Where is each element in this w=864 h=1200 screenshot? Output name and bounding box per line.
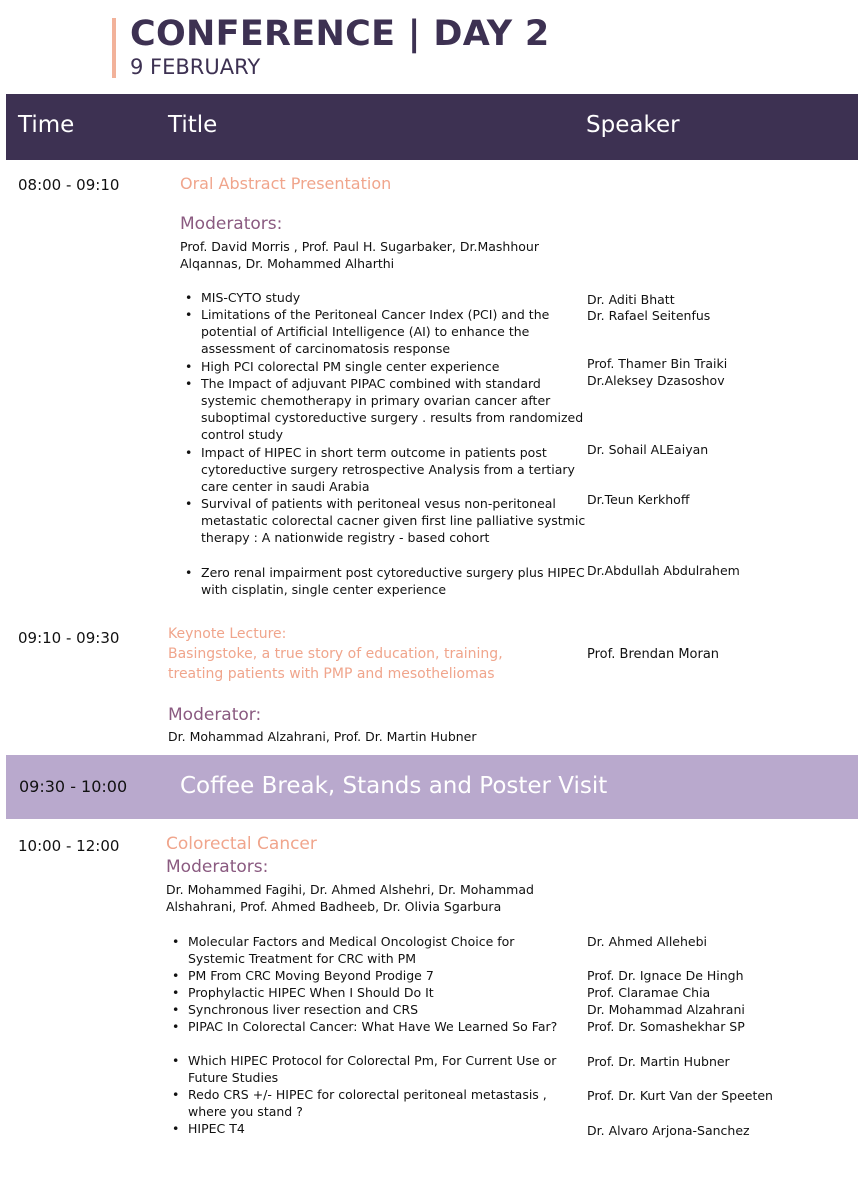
talk-title: • Survival of patients with peritoneal vesus non-peritoneal metastatic colorectal cacner given first line palliative systmic therapy : A nationwide registry - based cohort	[201, 495, 586, 546]
speaker-name: Prof. Brendan Moran	[587, 647, 720, 662]
talk-title: • Zero renal impairment post cytoreductive surgery plus HIPEC with cisplatin, single center experience	[201, 564, 586, 598]
moderators-heading: Moderators:	[180, 214, 283, 234]
session-time: 10:00 - 12:00	[18, 837, 120, 855]
talk-title: • MIS-CYTO study	[201, 289, 586, 306]
page-title: CONFERENCE | DAY 2	[130, 14, 550, 54]
session-time: 08:00 - 09:10	[18, 176, 120, 194]
column-header-time: Time	[18, 112, 75, 138]
speaker-name: Dr. Sohail ALEaiyan	[587, 442, 709, 457]
talk-title: • High PCI colorectal PM single center experience	[201, 358, 586, 375]
talk-title: • Prophylactic HIPEC When I Should Do It	[188, 984, 573, 1001]
keynote-title-line: treating patients with PMP and mesotheliomas	[168, 666, 495, 682]
moderators-heading: Moderators:	[166, 857, 269, 877]
break-time: 09:30 - 10:00	[19, 777, 128, 796]
speaker-name: Dr. Ahmed Allehebi	[587, 934, 708, 949]
talk-title: • Impact of HIPEC in short term outcome in patients post cytoreductive surgery retrospective Analysis from a tertiary care center in saudi Arabia	[201, 444, 586, 495]
header-accent-bar	[112, 18, 116, 78]
talk-title: • Which HIPEC Protocol for Colorectal Pm, For Current Use or Future Studies	[188, 1052, 573, 1086]
break-title: Coffee Break, Stands and Poster Visit	[180, 773, 608, 799]
column-header-title: Title	[168, 112, 218, 138]
speaker-name: Dr. Rafael Seitenfus	[587, 308, 711, 323]
speaker-name: Prof. Dr. Somashekhar SP	[587, 1019, 745, 1034]
moderator-heading: Moderator:	[168, 705, 262, 725]
talk-title: • PM From CRC Moving Beyond Prodige 7	[188, 967, 573, 984]
keynote-label: Keynote Lecture:	[168, 626, 287, 642]
speaker-name: Prof. Dr. Kurt Van der Speeten	[587, 1088, 773, 1103]
speaker-name: Dr. Alvaro Arjona-Sanchez	[587, 1123, 750, 1138]
speaker-name: Dr.Abdullah Abdulrahem	[587, 563, 740, 578]
session-title: Colorectal Cancer	[166, 834, 317, 854]
talk-title: • Molecular Factors and Medical Oncologist Choice for Systemic Treatment for CRC with PM	[188, 933, 573, 967]
session-time: 09:10 - 09:30	[18, 629, 120, 647]
moderators-list: Dr. Mohammad Alzahrani, Prof. Dr. Martin Hubner	[168, 729, 477, 744]
speaker-name: Dr. Aditi Bhatt	[587, 292, 675, 307]
speaker-name: Prof. Dr. Ignace De Hingh	[587, 968, 744, 983]
keynote-title-line: Basingstoke, a true story of education, training,	[168, 646, 503, 662]
table-header	[6, 94, 858, 160]
session-title: Oral Abstract Presentation	[180, 174, 392, 193]
talk-title: • PIPAC In Colorectal Cancer: What Have We Learned So Far?	[188, 1018, 573, 1035]
talk-title: • The Impact of adjuvant PIPAC combined with standard systemic chemotherapy in primary ovarian cancer after suboptimal cystoreductive surgery . results from randomized control study	[201, 375, 586, 443]
page-date: 9 FEBRUARY	[130, 55, 261, 79]
column-header-speaker: Speaker	[586, 112, 680, 138]
speaker-name: Prof. Dr. Martin Hubner	[587, 1054, 730, 1069]
speaker-name: Dr.Aleksey Dzasoshov	[587, 373, 725, 388]
moderators-list: Prof. David Morris , Prof. Paul H. Sugarbaker, Dr.Mashhour Alqannas, Dr. Mohammed Alharthi	[180, 239, 539, 271]
talk-title: • Limitations of the Peritoneal Cancer Index (PCI) and the potential of Artificial Intelligence (AI) to enhance the assessment of carcinomatosis response	[201, 306, 586, 357]
talk-title: • Synchronous liver resection and CRS	[188, 1001, 573, 1018]
coffee-break-row	[6, 755, 858, 819]
speaker-name: Prof. Thamer Bin Traiki	[587, 356, 728, 371]
talk-title: • HIPEC T4	[188, 1120, 573, 1137]
talk-title: • Redo CRS +/- HIPEC for colorectal peritoneal metastasis , where you stand ?	[188, 1086, 573, 1120]
agenda-page	[6, 0, 858, 1200]
speaker-name: Prof. Claramae Chia	[587, 985, 711, 1000]
speaker-name: Dr.Teun Kerkhoff	[587, 492, 690, 507]
moderators-list: Dr. Mohammed Fagihi, Dr. Ahmed Alshehri, Dr. Mohammad Alshahrani, Prof. Ahmed Badheeb, Dr. Olivia Sgarbura	[166, 882, 534, 914]
speaker-name: Dr. Mohammad Alzahrani	[587, 1002, 745, 1017]
